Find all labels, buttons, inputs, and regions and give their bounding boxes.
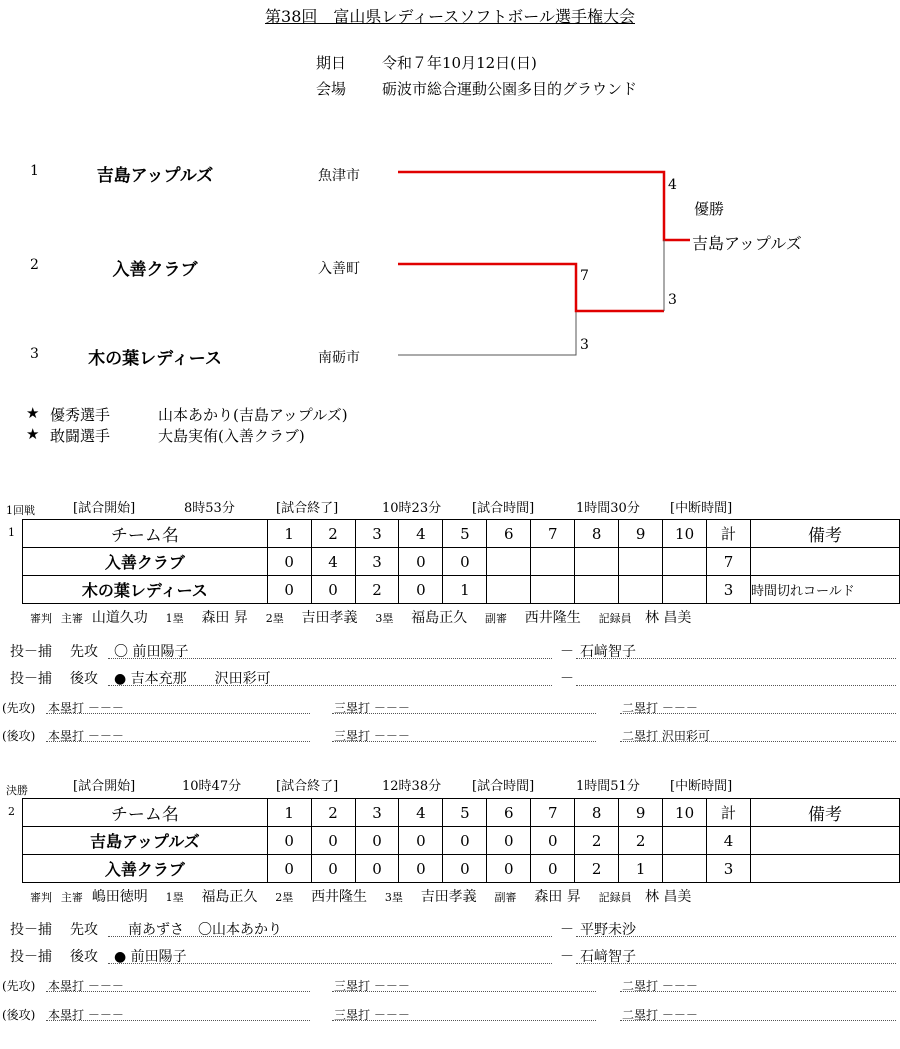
game2-start: 10時47分 <box>182 779 242 794</box>
battery-label: 投－捕 <box>10 644 52 660</box>
inning-cell: 1 <box>619 855 663 883</box>
note-header: 備考 <box>751 799 900 827</box>
inning-cell: 2 <box>575 827 619 855</box>
game1-dur: 1時間30分 <box>576 501 640 516</box>
table-row <box>23 576 900 604</box>
total-header: 計 <box>707 520 751 548</box>
inning-cell: 0 <box>267 548 311 576</box>
umpire-label: 3塁 <box>384 891 403 904</box>
home-runs: 本塁打 －－－ <box>48 729 124 743</box>
home-runs: 本塁打 －－－ <box>48 1008 124 1022</box>
inning-header: 8 <box>575 799 619 827</box>
inning-header: 2 <box>311 799 355 827</box>
inning-cell: 1 <box>443 576 487 604</box>
umpire-label: 審判 <box>30 891 52 904</box>
umpire-label: 1塁 <box>165 891 184 904</box>
bracket-city-2: 入善町 <box>318 261 360 277</box>
table-row <box>23 520 900 548</box>
game2-umpires <box>30 886 691 906</box>
game1-pause-label: [中断時間] <box>670 501 733 516</box>
bracket-lines <box>0 0 900 420</box>
bracket-line-team1-win <box>398 172 690 240</box>
total-cell: 4 <box>707 827 751 855</box>
award-label-2: 敢闘選手 <box>50 427 111 445</box>
page-title: 第38回 富山県レディースソフトボール選手権大会 <box>265 7 635 26</box>
umpire-label: 記録員 <box>598 891 632 904</box>
bracket-team-1: 吉島アップルズ <box>96 166 214 186</box>
seed-1: 1 <box>30 163 39 179</box>
bracket-line-team2-win <box>398 264 664 311</box>
game1-end-label: [試合終了] <box>276 501 339 516</box>
inning-header: 3 <box>355 799 399 827</box>
battery-dash: － <box>560 644 574 660</box>
inning-header: 6 <box>487 799 531 827</box>
inning-cell <box>531 548 575 576</box>
inning-header: 5 <box>443 520 487 548</box>
battery-catcher: 石﨑智子 <box>580 644 636 660</box>
inning-header: 9 <box>619 520 663 548</box>
inning-cell: 0 <box>311 827 355 855</box>
umpire-name: 嶋田徳明 <box>91 889 148 905</box>
table-row <box>23 799 900 827</box>
inning-cell: 0 <box>311 576 355 604</box>
battery-pitcher: 〇 前田陽子 <box>114 644 189 660</box>
umpire-label: 副審 <box>494 891 517 904</box>
game1-round: 1回戦 <box>6 504 35 517</box>
doubles: 二塁打 －－－ <box>622 1008 698 1022</box>
game2-end: 12時38分 <box>382 779 442 794</box>
triples: 三塁打 －－－ <box>334 701 410 715</box>
inning-cell <box>575 548 619 576</box>
inning-cell: 3 <box>355 548 399 576</box>
inning-header: 7 <box>531 520 575 548</box>
final-score-bottom: 3 <box>668 292 677 308</box>
inning-cell: 0 <box>531 855 575 883</box>
star-icon: ★ <box>26 425 40 443</box>
game1-scoreboard <box>22 519 900 604</box>
inning-header: 8 <box>575 520 619 548</box>
note-cell <box>751 827 900 855</box>
umpire-label: 主審 <box>60 612 83 625</box>
inning-header: 10 <box>663 520 707 548</box>
team-cell: 吉島アップルズ <box>23 827 268 855</box>
game1-dur-label: [試合時間] <box>472 501 535 516</box>
game2-dur-label: [試合時間] <box>472 779 535 794</box>
inning-header: 5 <box>443 799 487 827</box>
triples: 三塁打 －－－ <box>334 1008 410 1022</box>
umpire-label: 記録員 <box>598 612 632 625</box>
umpire-label: 1塁 <box>165 612 184 625</box>
inning-cell <box>663 827 707 855</box>
game1-end: 10時23分 <box>382 501 442 516</box>
umpire-name: 吉田孝義 <box>420 889 477 905</box>
total-cell: 3 <box>707 855 751 883</box>
game1-start: 8時53分 <box>184 501 235 516</box>
battery-pitcher: ● 吉本充那 沢田彩可 <box>114 671 271 687</box>
venue-label: 会場 <box>316 80 347 98</box>
date-label: 期日 <box>316 54 347 72</box>
battery-catcher: 石﨑智子 <box>580 949 636 965</box>
inning-cell: 0 <box>531 827 575 855</box>
umpire-name: 吉田孝義 <box>301 610 358 626</box>
team-cell: 入善クラブ <box>23 548 268 576</box>
star-icon: ★ <box>26 404 40 422</box>
home-runs: 本塁打 －－－ <box>48 701 124 715</box>
table-row <box>23 548 900 576</box>
umpire-label: 審判 <box>30 612 52 625</box>
doubles: 二塁打 －－－ <box>622 701 698 715</box>
battery-side: 先攻 <box>70 644 98 660</box>
umpire-name: 福島正久 <box>201 889 258 905</box>
award-value-1: 山本あかり(吉島アップルズ) <box>158 406 348 424</box>
game2-dur: 1時間51分 <box>576 779 640 794</box>
venue-value: 砺波市総合運動公園多目的グラウンド <box>382 80 638 98</box>
hits-side: (後攻) <box>2 1008 36 1022</box>
inning-cell: 2 <box>575 855 619 883</box>
umpire-name: 山道久功 <box>91 610 148 626</box>
bracket-city-3: 南砺市 <box>318 350 360 366</box>
inning-header: 10 <box>663 799 707 827</box>
game1-no: 1 <box>8 526 15 539</box>
triples: 三塁打 －－－ <box>334 729 410 743</box>
inning-cell: 0 <box>267 855 311 883</box>
inning-header: 2 <box>311 520 355 548</box>
umpire-label: 2塁 <box>265 612 284 625</box>
team-header: チーム名 <box>23 520 268 548</box>
bracket-line-team3 <box>398 311 576 355</box>
inning-header: 6 <box>487 520 531 548</box>
battery-label: 投－捕 <box>10 922 52 938</box>
seed-2: 2 <box>30 257 39 273</box>
umpire-name: 西井隆生 <box>311 889 368 905</box>
umpire-name: 森田 昇 <box>201 610 248 626</box>
umpire-label: 副審 <box>484 612 507 625</box>
inning-cell: 0 <box>443 827 487 855</box>
game2-pause-label: [中断時間] <box>670 779 733 794</box>
battery-dash: － <box>560 671 574 687</box>
home-runs: 本塁打 －－－ <box>48 979 124 993</box>
inning-cell: 0 <box>399 548 443 576</box>
battery-label: 投－捕 <box>10 949 52 965</box>
inning-header: 1 <box>267 520 311 548</box>
total-header: 計 <box>707 799 751 827</box>
total-cell: 3 <box>707 576 751 604</box>
champion-label: 優勝 <box>694 200 725 218</box>
game2-end-label: [試合終了] <box>276 779 339 794</box>
hits-side: (先攻) <box>2 979 36 993</box>
semi-score-top: 7 <box>580 268 589 284</box>
award-value-2: 大島実侑(入善クラブ) <box>158 427 305 445</box>
team-header: チーム名 <box>23 799 268 827</box>
inning-cell <box>663 576 707 604</box>
doubles: 二塁打 －－－ <box>622 979 698 993</box>
semi-score-bottom: 3 <box>580 337 589 353</box>
inning-cell: 0 <box>355 855 399 883</box>
inning-cell: 2 <box>619 827 663 855</box>
game2-scoreboard <box>22 798 900 883</box>
final-score-top: 4 <box>668 177 677 193</box>
note-cell <box>751 548 900 576</box>
battery-side: 先攻 <box>70 922 98 938</box>
umpire-label: 3塁 <box>375 612 394 625</box>
inning-cell: 0 <box>399 576 443 604</box>
umpire-name: 林 昌美 <box>644 889 692 905</box>
inning-cell: 0 <box>443 548 487 576</box>
game1-umpires <box>30 607 691 627</box>
inning-cell <box>663 548 707 576</box>
umpire-name: 林 昌美 <box>644 610 692 626</box>
inning-cell <box>531 576 575 604</box>
umpire-label: 主審 <box>60 891 83 904</box>
battery-dash: － <box>560 949 574 965</box>
battery-pitcher: 南あずさ 〇山本あかり <box>114 922 282 938</box>
game2-start-label: [試合開始] <box>73 779 136 794</box>
game2-round: 決勝 <box>6 784 28 797</box>
table-row <box>23 827 900 855</box>
bracket-city-1: 魚津市 <box>318 168 360 184</box>
battery-pitcher: ● 前田陽子 <box>114 949 187 965</box>
inning-cell <box>619 576 663 604</box>
inning-cell <box>487 576 531 604</box>
inning-cell <box>575 576 619 604</box>
inning-header: 7 <box>531 799 575 827</box>
inning-header: 3 <box>355 520 399 548</box>
note-cell <box>751 855 900 883</box>
inning-cell: 0 <box>487 855 531 883</box>
team-cell: 木の葉レディース <box>23 576 268 604</box>
umpire-name: 森田 昇 <box>534 889 581 905</box>
battery-dash: － <box>560 922 574 938</box>
award-label-1: 優秀選手 <box>50 406 111 424</box>
battery-side: 後攻 <box>70 671 98 687</box>
hits-side: (後攻) <box>2 729 36 743</box>
doubles: 二塁打 沢田彩可 <box>622 729 710 743</box>
inning-header: 4 <box>399 799 443 827</box>
inning-cell: 0 <box>399 827 443 855</box>
game2-no: 2 <box>8 805 15 818</box>
inning-cell <box>619 548 663 576</box>
battery-label: 投－捕 <box>10 671 52 687</box>
inning-header: 9 <box>619 799 663 827</box>
inning-header: 1 <box>267 799 311 827</box>
champion-team: 吉島アップルズ <box>692 234 802 253</box>
seed-3: 3 <box>30 346 39 362</box>
inning-cell: 0 <box>399 855 443 883</box>
inning-cell <box>663 855 707 883</box>
inning-cell: 2 <box>355 576 399 604</box>
battery-catcher: 平野未沙 <box>580 922 636 938</box>
umpire-label: 2塁 <box>275 891 294 904</box>
battery-side: 後攻 <box>70 949 98 965</box>
bracket-team-3: 木の葉レディース <box>88 349 222 369</box>
inning-cell: 0 <box>487 827 531 855</box>
inning-cell: 0 <box>267 827 311 855</box>
umpire-name: 福島正久 <box>411 610 468 626</box>
note-cell: 時間切れコールド <box>751 576 900 604</box>
bracket-team-2: 入善クラブ <box>112 260 198 280</box>
inning-cell: 0 <box>355 827 399 855</box>
inning-header: 4 <box>399 520 443 548</box>
inning-cell: 0 <box>267 576 311 604</box>
hits-side: (先攻) <box>2 701 36 715</box>
team-cell: 入善クラブ <box>23 855 268 883</box>
game1-start-label: [試合開始] <box>73 501 136 516</box>
inning-cell <box>487 548 531 576</box>
table-row <box>23 855 900 883</box>
note-header: 備考 <box>751 520 900 548</box>
inning-cell: 0 <box>311 855 355 883</box>
date-value: 令和７年10月12日(日) <box>382 54 537 72</box>
inning-cell: 0 <box>443 855 487 883</box>
triples: 三塁打 －－－ <box>334 979 410 993</box>
total-cell: 7 <box>707 548 751 576</box>
inning-cell: 4 <box>311 548 355 576</box>
umpire-name: 西井隆生 <box>524 610 581 626</box>
